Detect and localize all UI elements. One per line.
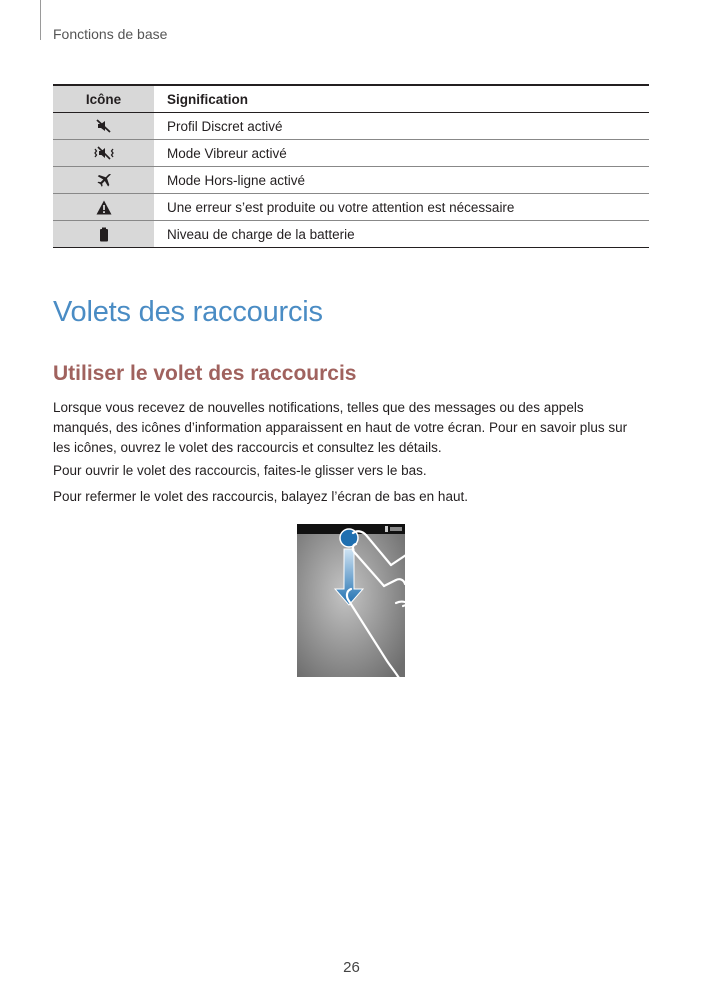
warning-triangle-icon [53, 200, 154, 215]
row-label: Mode Vibreur activé [167, 145, 287, 161]
column-header-icon: Icône [53, 85, 154, 113]
battery-icon [53, 227, 154, 242]
page-number: 26 [343, 959, 360, 976]
row-label: Mode Hors-ligne activé [167, 172, 306, 188]
column-header-meaning: Signification [154, 85, 649, 113]
swipe-down-illustration [296, 523, 486, 678]
paragraph-close-panel: Pour refermer le volet des raccourcis, balayez l’écran de bas en haut. [53, 489, 468, 504]
row-label: Une erreur s’est produite ou votre attention est nécessaire [167, 199, 515, 215]
mute-speaker-icon [53, 119, 154, 133]
row-label: Niveau de charge de la batterie [167, 226, 355, 242]
vibrate-icon [53, 146, 154, 160]
table-header-row [53, 85, 649, 113]
chapter-header: Fonctions de base [53, 26, 168, 42]
table-row [53, 140, 649, 167]
page-margin-rule [40, 0, 41, 40]
table-row [53, 167, 649, 194]
row-label: Profil Discret activé [167, 118, 283, 134]
subsection-title: Utiliser le volet des raccourcis [53, 362, 357, 385]
table-row [53, 194, 649, 221]
paragraph-open-panel: Pour ouvrir le volet des raccourcis, faites-le glisser vers le bas. [53, 463, 427, 478]
table-row [53, 221, 649, 248]
table-row [53, 113, 649, 140]
airplane-icon [53, 173, 154, 187]
status-icon-table [53, 84, 649, 248]
paragraph-notifications: Lorsque vous recevez de nouvelles notifications, telles que des messages ou des appels manqués, des icônes d’information apparaissent en haut de votre écran. Pour en savoir plus sur les icônes, ouvrez le volet des raccourcis et consultez les détails. [53, 400, 628, 455]
section-title: Volets des raccourcis [53, 296, 323, 328]
